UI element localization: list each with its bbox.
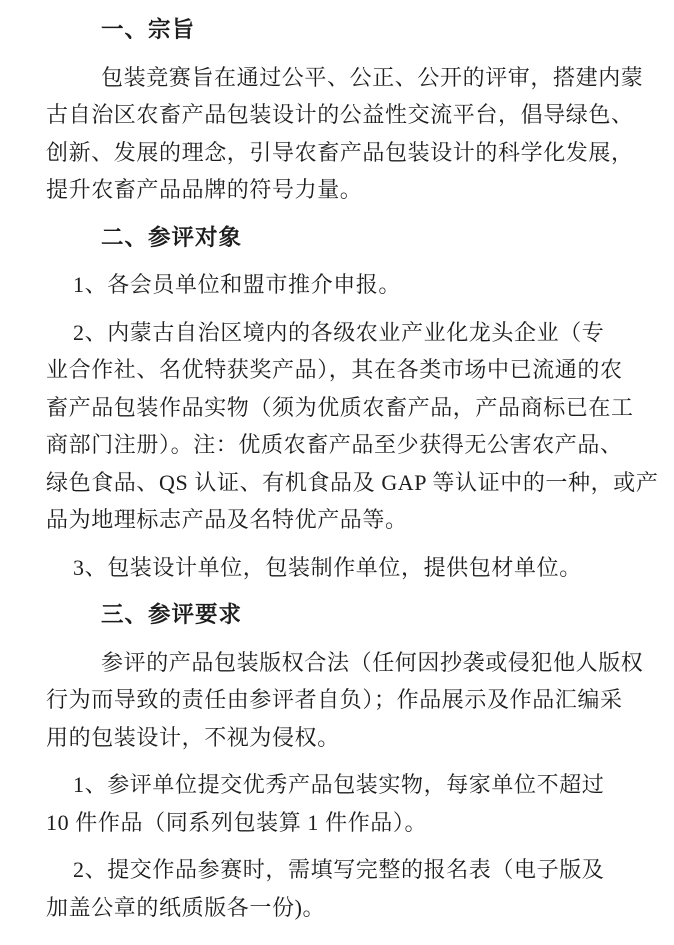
section-heading-participants: 二、参评对象 [101,224,243,250]
text-line: 提升农畜产品品牌的符号力量。 [46,177,363,202]
text-line: 业合作社、名优特获奖产品），其在各类市场中已流通的农 [46,357,623,382]
text-line: 行为而导致的责任由参评者自负）；作品展示及作品汇编采 [46,687,623,712]
text-line: 包装竞赛旨在通过公平、公正、公开的评审，搭建内蒙 [101,64,644,90]
section-heading-purpose: 一、宗旨 [101,17,196,42]
text-line: 品为地理标志产品及名特优产品等。 [46,507,408,532]
text-line: 1、参评单位提交优秀产品包装实物，每家单位不超过 [73,772,605,797]
text-line: 古自治区农畜产品包装设计的公益性交流平台，倡导绿色、 [46,102,634,127]
text-line: 畜产品包装作品实物（须为优质农畜产品，产品商标已在工 [46,394,634,420]
text-line: 用的包装设计，不视为侵权。 [46,724,340,750]
text-line: 2、提交作品参赛时，需填写完整的报名表（电子版及 [73,857,605,882]
text-line: 绿色食品、QS 认证、有机食品及 GAP 等认证中的一种，或产 [46,469,659,495]
section-heading-requirements: 三、参评要求 [101,602,243,627]
paragraph-item-2 [46,314,659,539]
text-line: 创新、发展的理念，引导农畜产品包装设计的科学化发展， [46,139,634,165]
text-line: 2、内蒙古自治区境内的各级农业产业化龙头企业（专 [73,319,605,345]
text-line: 加盖公章的纸质版各一份)。 [46,894,326,920]
paragraph-copyright [46,644,644,757]
text-line: 参评的产品包装版权合法（任何因抄袭或侵犯他人版权 [101,649,644,675]
paragraph-item-1 [46,266,636,304]
paragraph-item-3 [46,549,636,587]
paragraph-purpose [46,59,644,209]
paragraph-req-1 [46,766,636,841]
text-line: 10 件作品（同系列包装算 1 件作品）。 [46,809,428,835]
text-line: 3、包装设计单位，包装制作单位，提供包材单位。 [73,554,582,580]
text-line: 1、各会员单位和盟市推介申报。 [73,272,402,297]
text-line: 商部门注册）。注：优质农畜产品至少获得无公害农产品、 [46,432,623,457]
paragraph-req-2 [46,851,636,926]
